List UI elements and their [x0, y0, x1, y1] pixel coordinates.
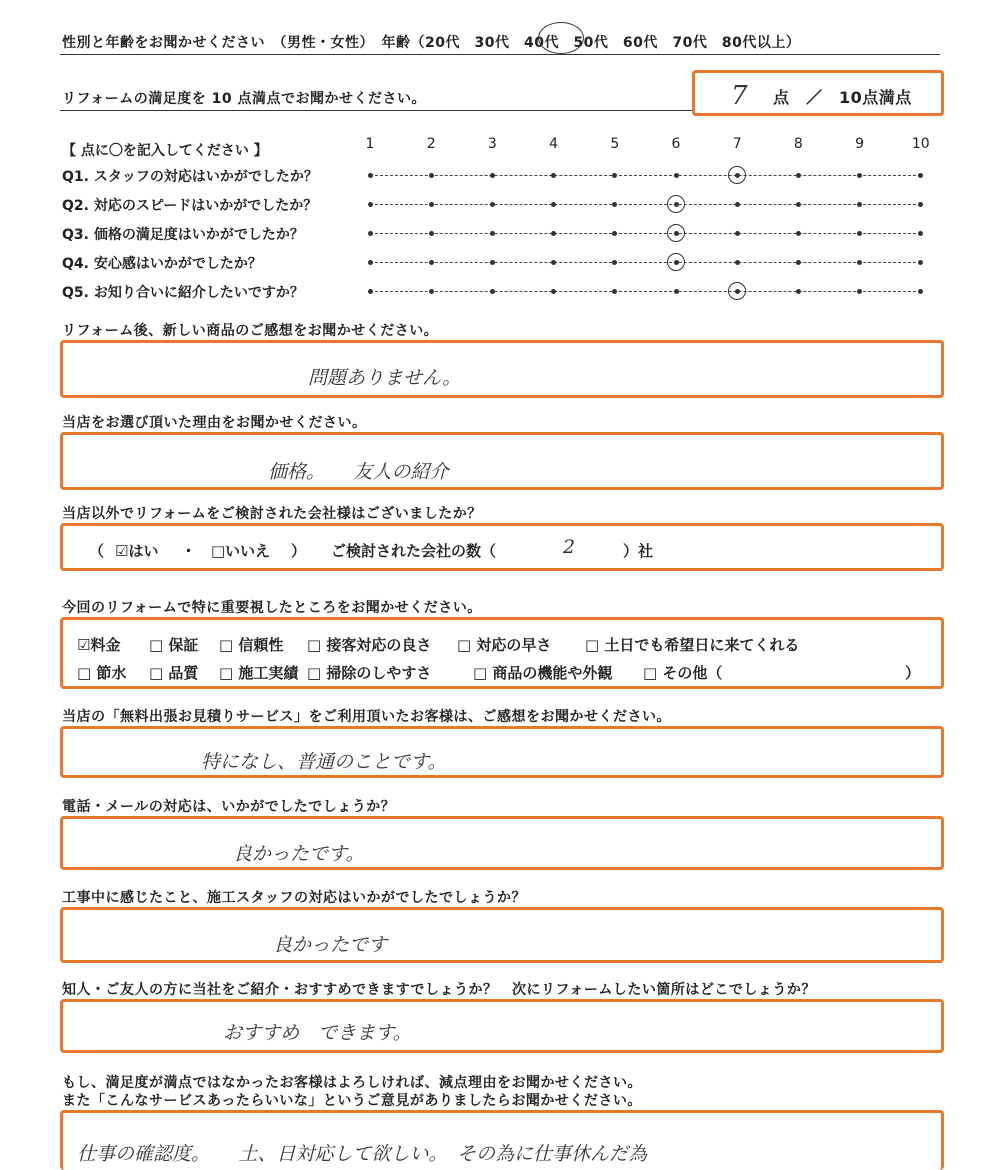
gender-age-question: 性別と年齢をお聞かせください （男性・女性） 年齢（20代 30代 40代 50代 60代 70代 80代以上） — [62, 35, 801, 51]
rating-dot[interactable] — [857, 231, 862, 236]
rating-selected-circle — [667, 195, 685, 213]
rating-selected-circle — [728, 282, 746, 300]
rating-selected-circle — [728, 166, 746, 184]
rating-dot[interactable] — [490, 260, 495, 265]
priority-option[interactable]: □ 信頼性 — [219, 636, 284, 654]
priority-option[interactable]: □ 土日でも希望日に来てくれる — [585, 636, 800, 654]
rating-dot[interactable] — [368, 202, 373, 207]
scale-number: 1 — [365, 136, 375, 152]
free-estimate-label: 当店の「無料出張お見積りサービス」をご利用頂いたお客様は、ご感想をお聞かせください。 — [62, 709, 671, 725]
other-companies-no-checkbox[interactable]: □いいえ — [211, 542, 271, 560]
rating-dot[interactable] — [612, 231, 617, 236]
rating-dot[interactable] — [735, 231, 740, 236]
priority-option[interactable]: □ 施工実績 — [219, 664, 299, 682]
new-products-label: リフォーム後、新しい商品のご感想をお聞かせください。 — [62, 323, 439, 339]
rating-dot[interactable] — [429, 202, 434, 207]
rating-dot[interactable] — [918, 173, 923, 178]
satisfaction-rule — [60, 110, 692, 111]
new-products-answer: 問題ありません。 — [308, 367, 462, 389]
rating-dot[interactable] — [796, 173, 801, 178]
rating-selected-circle — [667, 253, 685, 271]
rating-dot[interactable] — [551, 173, 556, 178]
priority-option[interactable]: □ その他（ — [643, 664, 723, 682]
scale-number: 5 — [610, 136, 620, 152]
rating-dot[interactable] — [857, 289, 862, 294]
priority-option[interactable]: □ 品質 — [149, 664, 199, 682]
rating-dot[interactable] — [429, 289, 434, 294]
rating-dot[interactable] — [857, 260, 862, 265]
rating-dot[interactable] — [796, 231, 801, 236]
priority-option[interactable]: □ 対応の早さ — [457, 636, 552, 654]
age-circle-mark — [538, 22, 584, 54]
recommend-answer: おすすめ できます。 — [223, 1022, 412, 1044]
free-estimate-answer: 特になし、普通のことです。 — [201, 751, 447, 773]
rating-dot[interactable] — [368, 289, 373, 294]
scale-number: 6 — [671, 136, 681, 152]
rating-dot[interactable] — [429, 173, 434, 178]
rating-dot[interactable] — [674, 173, 679, 178]
free-estimate-answer-box[interactable] — [60, 726, 944, 778]
rating-dot[interactable] — [490, 202, 495, 207]
priority-option[interactable]: □ 節水 — [77, 664, 127, 682]
rating-dot[interactable] — [368, 260, 373, 265]
construction-answer-box[interactable] — [60, 907, 944, 963]
company-count-suffix: ）社 — [623, 542, 654, 560]
rating-dot[interactable] — [918, 202, 923, 207]
recommend-label: 知人・ご友人の方に当社をご紹介・おすすめできますでしょうか？ 次にリフォームしたい箇所はどこでしょうか？ — [62, 982, 816, 998]
rating-question-label: Q5. お知り合いに紹介したいですか？ — [62, 285, 304, 301]
rating-question-label: Q1. スタッフの対応はいかがでしたか？ — [62, 169, 318, 185]
recommend-answer-box[interactable] — [60, 999, 944, 1053]
rating-question-label: Q4. 安心感はいかがでしたか？ — [62, 256, 262, 272]
rating-scale-line — [370, 291, 921, 292]
priority-box — [60, 617, 944, 689]
rating-dot[interactable] — [490, 231, 495, 236]
other-companies-separator: ・ — [181, 542, 197, 560]
rating-dot[interactable] — [857, 173, 862, 178]
rating-dot[interactable] — [551, 231, 556, 236]
rating-dot[interactable] — [857, 202, 862, 207]
reason-answer: 価格。 友人の紹介 — [268, 461, 449, 483]
other-companies-open-paren: （ — [89, 542, 105, 560]
rating-dot[interactable] — [612, 289, 617, 294]
scale-number: 2 — [426, 136, 436, 152]
other-companies-label: 当店以外でリフォームをご検討された会社様はございましたか？ — [62, 506, 482, 522]
construction-label: 工事中に感じたこと、施工スタッフの対応はいかがでしたでしょうか？ — [62, 890, 526, 906]
rating-scale-line — [370, 175, 921, 176]
score-box — [692, 70, 944, 116]
priority-option[interactable]: ☑料金 — [77, 636, 121, 654]
construction-answer: 良かったです — [273, 934, 388, 956]
company-count-label: ご検討された会社の数（ — [331, 542, 497, 560]
rating-dot[interactable] — [918, 260, 923, 265]
other-companies-box — [60, 523, 944, 571]
rating-dot[interactable] — [735, 202, 740, 207]
phone-mail-answer: 良かったです。 — [233, 843, 365, 865]
company-count-value[interactable]: 2 — [563, 536, 576, 558]
other-companies-yes-checkbox[interactable]: ☑はい — [115, 542, 159, 560]
priority-label: 今回のリフォームで特に重要視したところをお聞かせください。 — [62, 600, 482, 616]
rating-scale-line — [370, 204, 921, 205]
scale-number: 10 — [911, 136, 930, 152]
rating-dot[interactable] — [918, 289, 923, 294]
deduction-label-1: もし、満足度が満点ではなかったお客様はよろしければ、減点理由をお聞かせください。 — [62, 1075, 642, 1091]
rating-question-label: Q3. 価格の満足度はいかがでしたか？ — [62, 227, 304, 243]
rating-dot[interactable] — [429, 231, 434, 236]
score-suffix: 点 ／ 10点満点 — [773, 88, 912, 107]
rating-dot[interactable] — [551, 289, 556, 294]
rating-dot[interactable] — [490, 289, 495, 294]
scale-number: 4 — [549, 136, 559, 152]
new-products-answer-box[interactable] — [60, 340, 944, 398]
phone-mail-label: 電話・メールの対応は、いかがでしたでしょうか？ — [62, 799, 396, 815]
rating-dot[interactable] — [735, 260, 740, 265]
rating-dot[interactable] — [551, 202, 556, 207]
reason-label: 当店をお選び頂いた理由をお聞かせください。 — [62, 415, 367, 431]
header-rule — [60, 54, 940, 55]
scale-number: 8 — [793, 136, 803, 152]
scale-number: 7 — [732, 136, 742, 152]
rating-question-label: Q2. 対応のスピードはいかがでしたか？ — [62, 198, 318, 214]
rating-scale-line — [370, 233, 921, 234]
score-value: 7 — [731, 81, 748, 111]
rating-dot[interactable] — [674, 289, 679, 294]
deduction-answer-box[interactable] — [60, 1110, 944, 1170]
reason-answer-box[interactable] — [60, 432, 944, 490]
scale-number: 3 — [487, 136, 497, 152]
rating-dot[interactable] — [796, 289, 801, 294]
priority-option[interactable]: □ 保証 — [149, 636, 199, 654]
priority-option[interactable]: □ 接客対応の良さ — [307, 636, 432, 654]
rating-dot[interactable] — [612, 173, 617, 178]
deduction-answer: 仕事の確認度。 土、日対応して欲しい。 その為に仕事休んだ為 — [77, 1143, 648, 1165]
rating-dot[interactable] — [918, 231, 923, 236]
rating-instruction: 【 点に〇を記入してください 】 — [62, 143, 268, 159]
rating-dot[interactable] — [796, 260, 801, 265]
rating-dot[interactable] — [551, 260, 556, 265]
deduction-label-2: また「こんなサービスあったらいいな」というご意見がありましたらお聞かせください。 — [62, 1093, 642, 1109]
phone-mail-answer-box[interactable] — [60, 816, 944, 870]
satisfaction-question: リフォームの満足度を 10 点満点でお聞かせください。 — [62, 91, 427, 107]
rating-dot[interactable] — [490, 173, 495, 178]
rating-scale-line — [370, 262, 921, 263]
other-companies-close-paren: ） — [291, 542, 307, 560]
priority-option[interactable]: □ 掃除のしやすさ — [307, 664, 432, 682]
priority-other-close: ） — [905, 664, 921, 682]
rating-dot[interactable] — [612, 202, 617, 207]
rating-dot[interactable] — [429, 260, 434, 265]
rating-dot[interactable] — [796, 202, 801, 207]
priority-option[interactable]: □ 商品の機能や外観 — [473, 664, 613, 682]
rating-selected-circle — [667, 224, 685, 242]
rating-dot[interactable] — [368, 231, 373, 236]
rating-dot[interactable] — [612, 260, 617, 265]
scale-number: 9 — [855, 136, 865, 152]
rating-dot[interactable] — [368, 173, 373, 178]
